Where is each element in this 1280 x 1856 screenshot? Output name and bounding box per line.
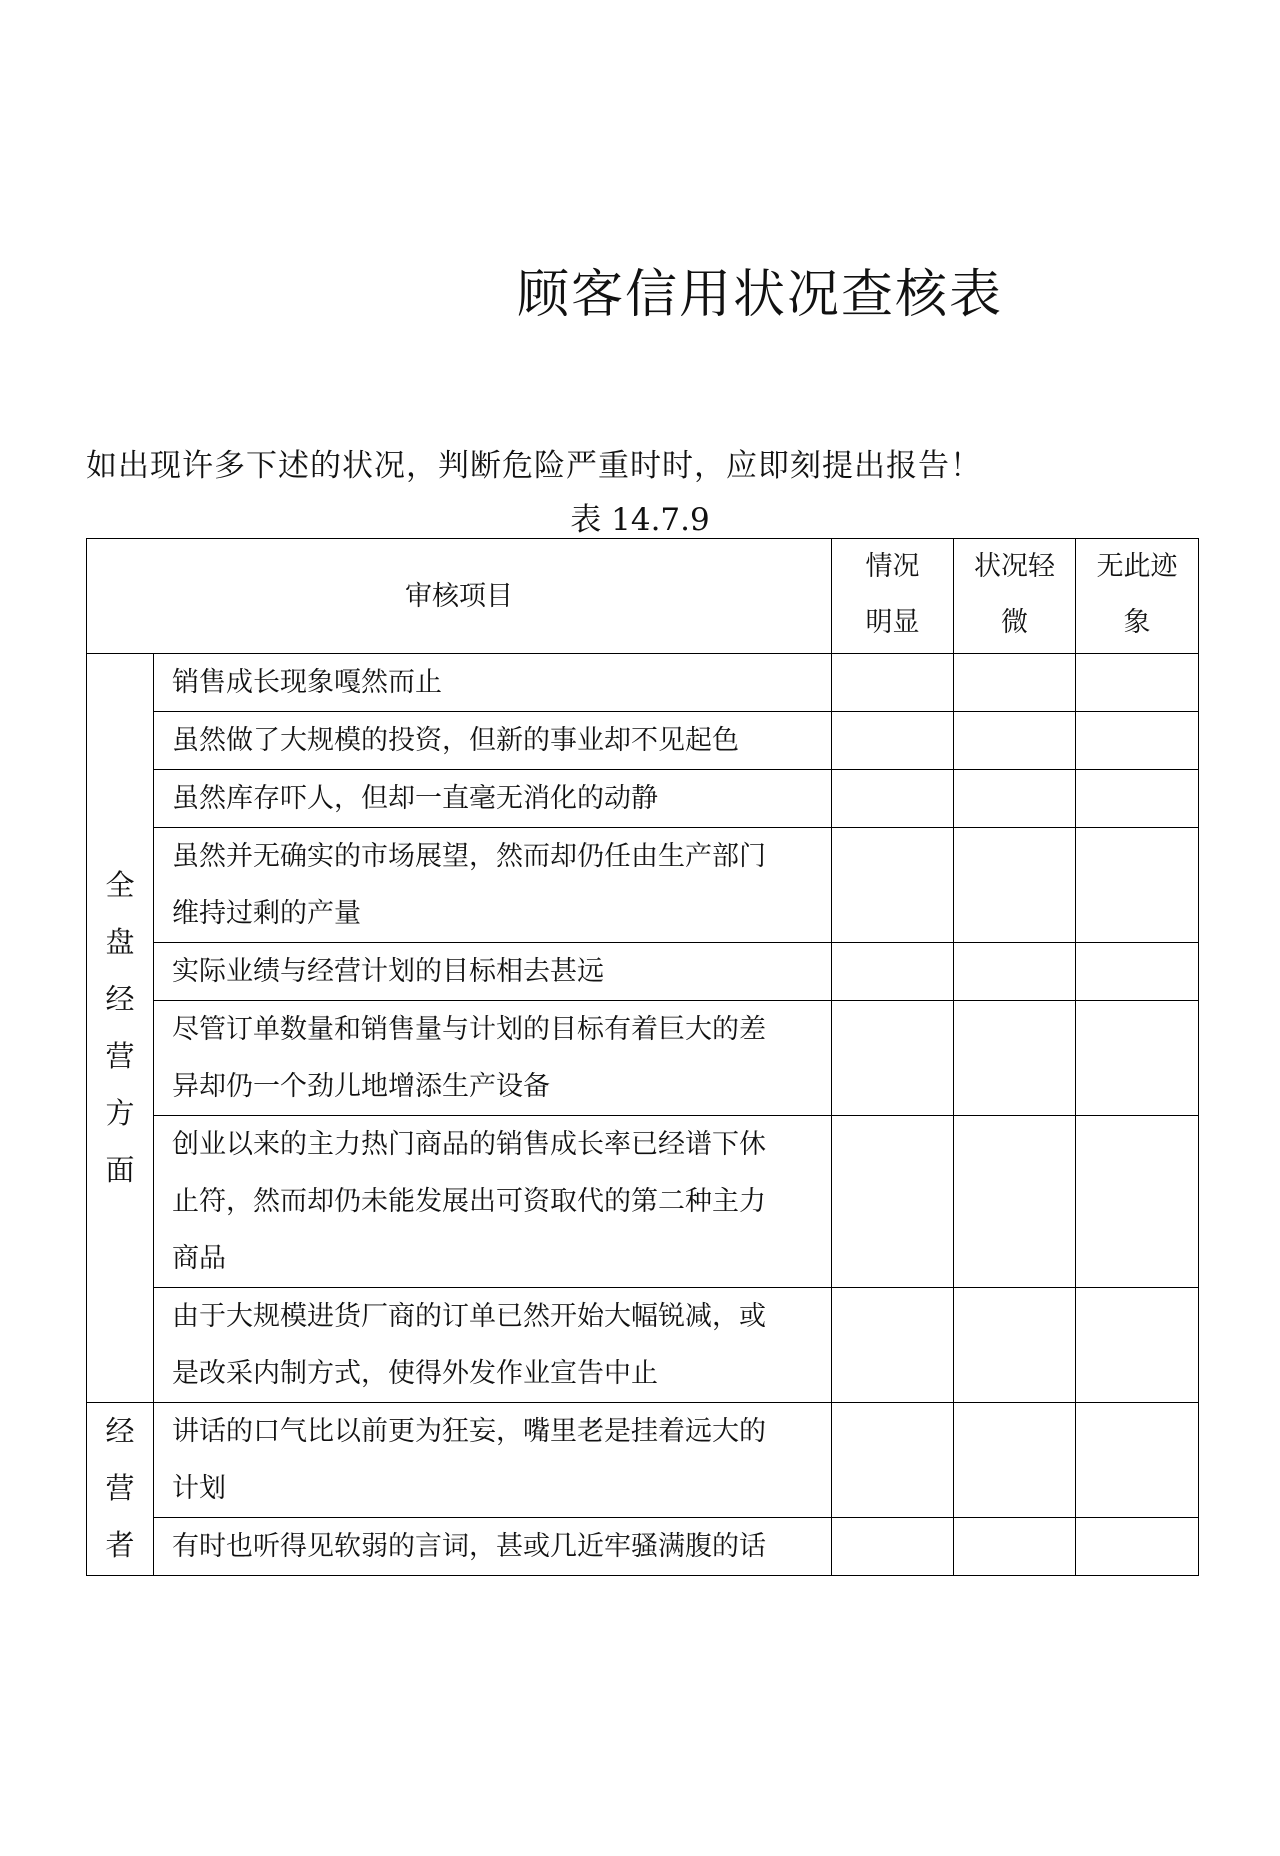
check-cell-obvious[interactable] <box>832 828 954 943</box>
table-row <box>87 1403 1199 1518</box>
check-cell-none[interactable] <box>1076 712 1199 770</box>
audit-item <box>154 1288 832 1403</box>
audit-item-line: 实际业绩与经营计划的目标相去甚远 <box>172 956 604 987</box>
audit-item <box>154 828 832 943</box>
audit-item <box>154 712 832 770</box>
group-label-char: 方 <box>105 1096 135 1130</box>
audit-item-line: 计划 <box>172 1473 226 1504</box>
check-cell-none[interactable] <box>1076 654 1199 712</box>
group-label-char: 经 <box>105 1414 135 1448</box>
table-row <box>87 654 1199 712</box>
intro-text: 如出现许多下述的状况，判断危险严重时时，应即刻提出报告！ <box>86 448 982 484</box>
check-cell-slight[interactable] <box>954 1001 1076 1116</box>
check-cell-obvious[interactable] <box>832 1001 954 1116</box>
check-cell-obvious[interactable] <box>832 654 954 712</box>
header-audit-items: 审核项目 <box>87 539 832 654</box>
check-cell-obvious[interactable] <box>832 1288 954 1403</box>
header-none-line1: 无此迹 <box>1096 551 1178 582</box>
audit-item-line: 销售成长现象嘎然而止 <box>172 667 442 698</box>
audit-item <box>154 1001 832 1116</box>
check-cell-none[interactable] <box>1076 1518 1199 1576</box>
group-label-char: 者 <box>105 1528 135 1562</box>
check-cell-slight[interactable] <box>954 654 1076 712</box>
table-row <box>87 712 1199 770</box>
check-cell-obvious[interactable] <box>832 943 954 1001</box>
check-cell-none[interactable] <box>1076 1403 1199 1518</box>
audit-item <box>154 1518 832 1576</box>
check-cell-none[interactable] <box>1076 1001 1199 1116</box>
header-slight-line1: 状况轻 <box>974 551 1055 582</box>
audit-item <box>154 770 832 828</box>
audit-item-line: 虽然并无确实的市场展望，然而却仍任由生产部门 <box>172 841 766 872</box>
audit-item-line: 虽然做了大规模的投资，但新的事业却不见起色 <box>172 725 739 756</box>
check-cell-slight[interactable] <box>954 828 1076 943</box>
audit-item-line: 有时也听得见软弱的言词，甚或几近牢骚满腹的话 <box>172 1531 766 1562</box>
table-caption: 表 14.7.9 <box>570 502 710 538</box>
audit-item-line: 商品 <box>172 1243 226 1274</box>
group-label-char: 面 <box>105 1153 135 1187</box>
check-cell-obvious[interactable] <box>832 1116 954 1288</box>
header-obvious <box>832 539 954 654</box>
audit-item <box>154 1116 832 1288</box>
check-cell-obvious[interactable] <box>832 712 954 770</box>
header-row <box>87 539 1199 654</box>
group-label-char: 全 <box>105 868 135 902</box>
audit-item-line: 异却仍一个劲儿地增添生产设备 <box>172 1071 550 1102</box>
group-label-char: 营 <box>105 1471 135 1505</box>
check-cell-slight[interactable] <box>954 1116 1076 1288</box>
group-label <box>87 654 154 1403</box>
check-cell-none[interactable] <box>1076 770 1199 828</box>
table-row <box>87 1518 1199 1576</box>
header-obvious-line2: 明显 <box>865 607 920 638</box>
header-obvious-line1: 情况 <box>865 551 920 582</box>
table-row <box>87 828 1199 943</box>
check-cell-obvious[interactable] <box>832 1403 954 1518</box>
header-slight-line2: 微 <box>1001 607 1028 638</box>
check-cell-none[interactable] <box>1076 943 1199 1001</box>
group-label-char: 经 <box>105 982 135 1016</box>
check-cell-obvious[interactable] <box>832 770 954 828</box>
audit-item <box>154 943 832 1001</box>
check-cell-slight[interactable] <box>954 1288 1076 1403</box>
table-row <box>87 770 1199 828</box>
check-cell-slight[interactable] <box>954 943 1076 1001</box>
check-cell-none[interactable] <box>1076 1288 1199 1403</box>
credit-check-table <box>86 538 1199 1576</box>
audit-item-line: 止符，然而却仍未能发展出可资取代的第二种主力 <box>172 1186 766 1217</box>
audit-item <box>154 1403 832 1518</box>
check-cell-obvious[interactable] <box>832 1518 954 1576</box>
audit-item-line: 维持过剩的产量 <box>172 898 361 929</box>
check-cell-slight[interactable] <box>954 1403 1076 1518</box>
audit-item <box>154 654 832 712</box>
audit-item-line: 创业以来的主力热门商品的销售成长率已经谱下休 <box>172 1129 766 1160</box>
audit-item-line: 由于大规模进货厂商的订单已然开始大幅锐减，或 <box>172 1301 766 1332</box>
audit-item-line: 讲话的口气比以前更为狂妄，嘴里老是挂着远大的 <box>172 1416 766 1447</box>
audit-item-line: 尽管订单数量和销售量与计划的目标有着巨大的差 <box>172 1014 766 1045</box>
check-cell-none[interactable] <box>1076 1116 1199 1288</box>
header-none <box>1076 539 1199 654</box>
table-row <box>87 943 1199 1001</box>
check-cell-slight[interactable] <box>954 770 1076 828</box>
check-cell-none[interactable] <box>1076 828 1199 943</box>
header-none-line2: 象 <box>1123 607 1151 638</box>
header-slight <box>954 539 1076 654</box>
table-row <box>87 1001 1199 1116</box>
group-label <box>87 1403 154 1576</box>
check-cell-slight[interactable] <box>954 1518 1076 1576</box>
page-title: 顾客信用状况查核表 <box>516 265 1003 325</box>
audit-item-line: 是改采内制方式，使得外发作业宣告中止 <box>172 1358 658 1389</box>
group-label-char: 盘 <box>105 925 135 959</box>
table-row <box>87 1116 1199 1288</box>
table-row <box>87 1288 1199 1403</box>
group-label-char: 营 <box>105 1039 135 1073</box>
check-cell-slight[interactable] <box>954 712 1076 770</box>
audit-item-line: 虽然库存吓人，但却一直毫无消化的动静 <box>172 783 658 814</box>
